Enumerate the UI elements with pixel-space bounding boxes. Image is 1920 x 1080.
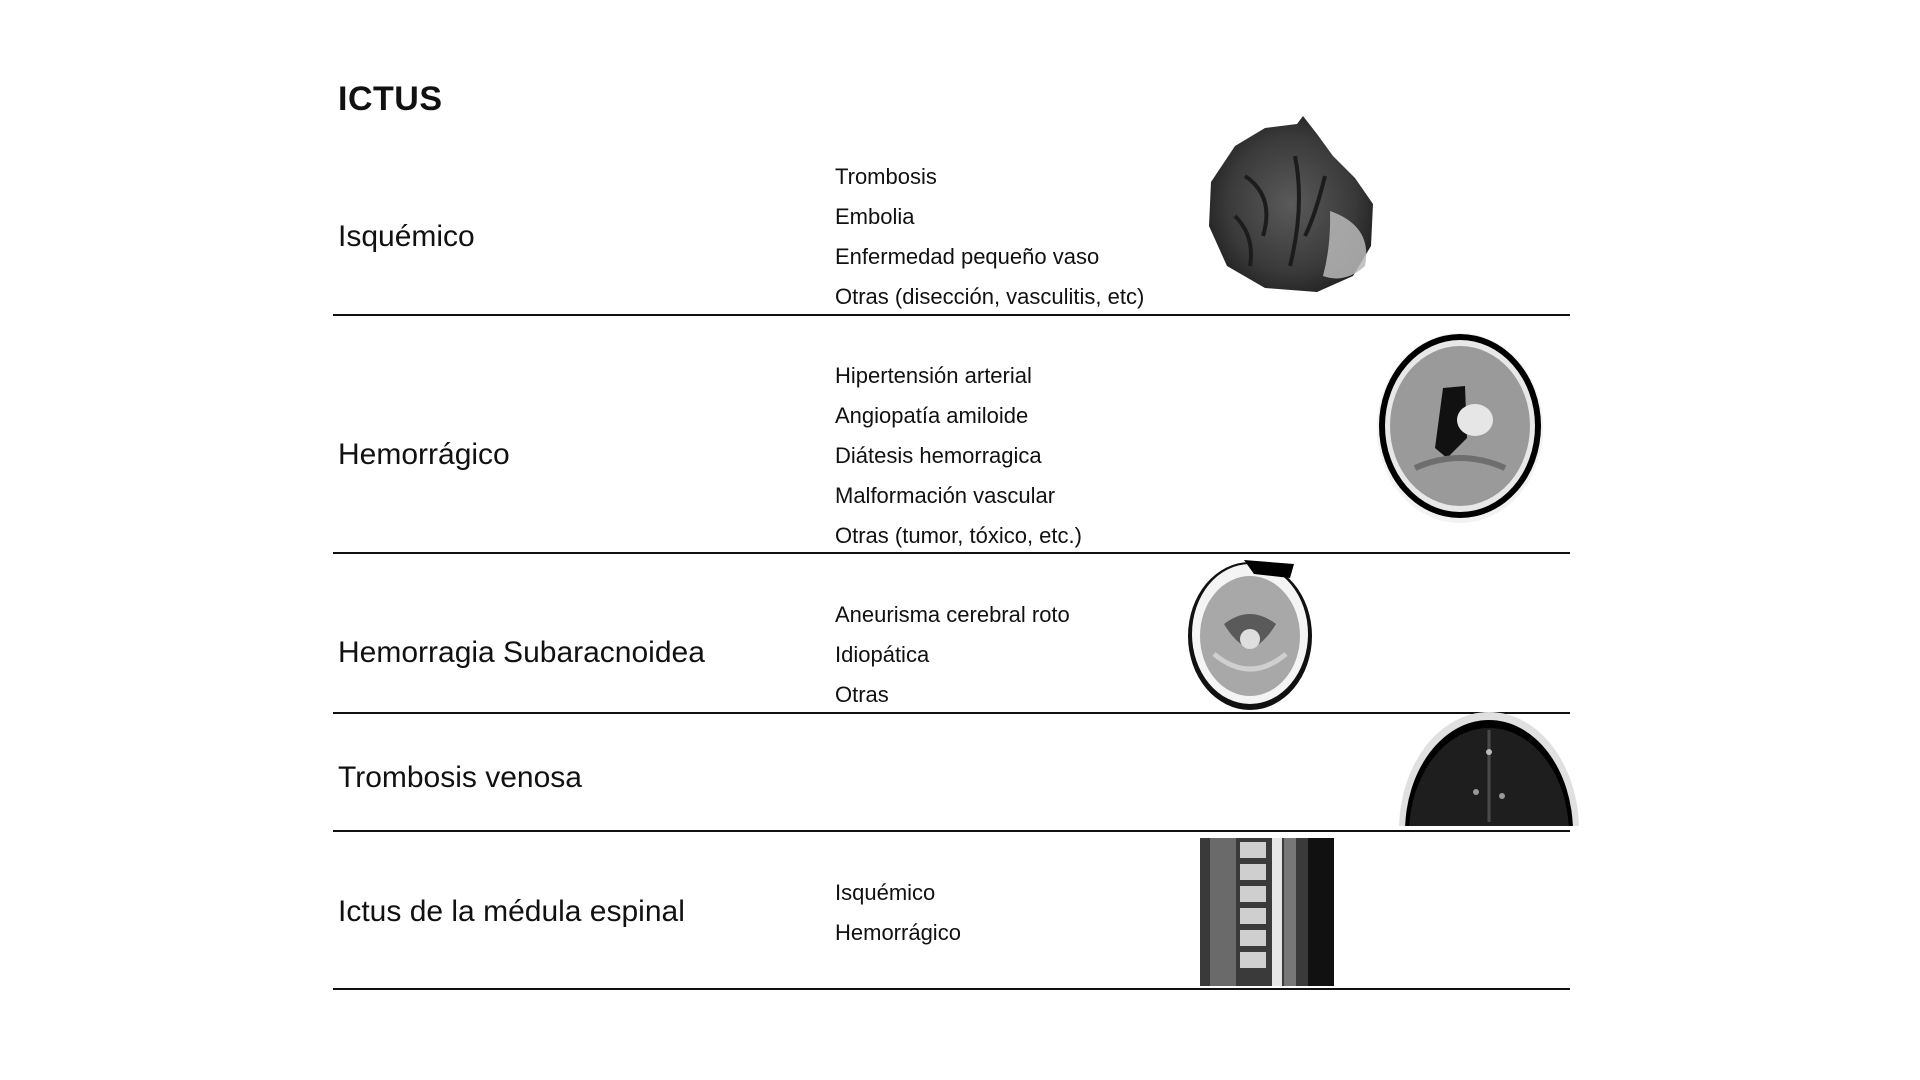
row-divider <box>333 830 1570 832</box>
cause-item: Otras <box>835 682 889 707</box>
category-spinal-cord: Ictus de la médula espinal <box>338 895 685 928</box>
brain-ct-hemorrhage-image <box>1375 328 1545 524</box>
row-divider <box>333 712 1570 714</box>
cause-list-hemorrhagic <box>835 356 1082 556</box>
cause-item: Angiopatía amiloide <box>835 403 1029 428</box>
row-divider <box>333 988 1570 990</box>
cause-item: Otras (tumor, tóxico, etc.) <box>835 523 1082 548</box>
cause-item: Embolia <box>835 204 915 229</box>
cause-item: Enfermedad pequeño vaso <box>835 244 1100 269</box>
brain-ct-subarachnoid-image <box>1184 554 1314 712</box>
cause-list-ischemic <box>835 157 1144 317</box>
cause-list-subarachnoid <box>835 595 1070 715</box>
category-ischemic: Isquémico <box>338 220 475 253</box>
category-venous-thrombosis: Trombosis venosa <box>338 761 582 794</box>
cause-item: Isquémico <box>835 880 936 905</box>
brain-mri-ischemic-image <box>1205 116 1377 292</box>
cause-list-spinal-cord <box>835 873 961 953</box>
brain-ct-venography-image <box>1398 712 1580 826</box>
cause-item: Aneurisma cerebral roto <box>835 602 1070 627</box>
page-title: ICTUS <box>338 80 443 118</box>
cause-item: Diátesis hemorragica <box>835 443 1042 468</box>
spine-mri-image <box>1200 838 1334 986</box>
row-divider <box>333 552 1570 554</box>
cause-item: Malformación vascular <box>835 483 1056 508</box>
cause-item: Hipertensión arterial <box>835 363 1032 388</box>
category-subarachnoid: Hemorragia Subaracnoidea <box>338 636 705 669</box>
cause-item: Hemorrágico <box>835 920 961 945</box>
cause-item: Trombosis <box>835 164 937 189</box>
row-divider <box>333 314 1570 316</box>
cause-item: Idiopática <box>835 642 930 667</box>
cause-item: Otras (disección, vasculitis, etc) <box>835 284 1145 309</box>
category-hemorrhagic: Hemorrágico <box>338 438 510 471</box>
